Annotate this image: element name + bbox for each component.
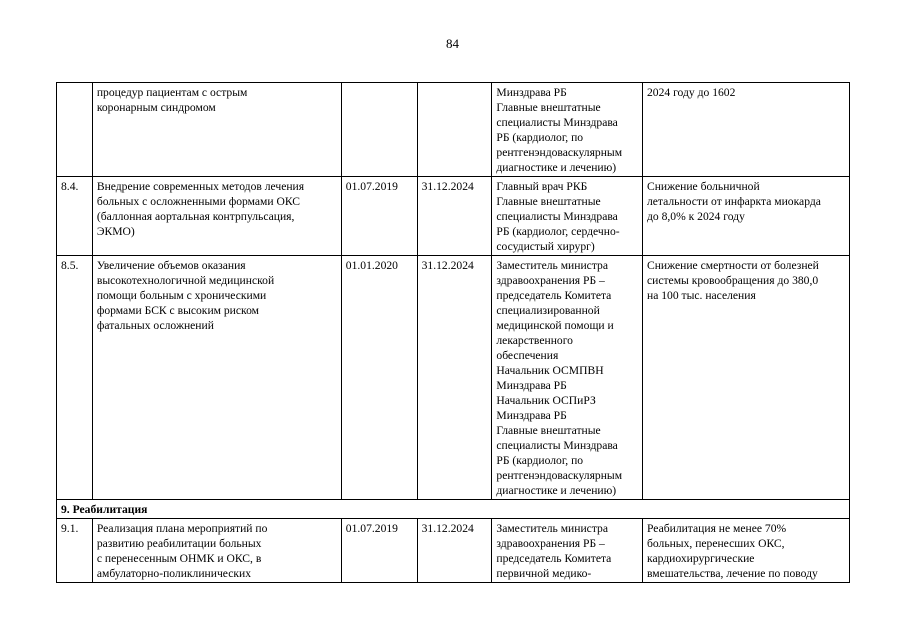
- table-row: [57, 177, 850, 256]
- expected-result: Снижение больничной летальности от инфаркта миокарда до 8,0% к 2024 году: [642, 177, 849, 256]
- section-header-row: [57, 500, 850, 519]
- row-number: 9.1.: [57, 519, 93, 583]
- end-date: 31.12.2024: [417, 177, 492, 256]
- responsible: Заместитель министра здравоохранения РБ – председатель Комитета первичной медико-: [492, 519, 643, 583]
- responsible: Минздрава РБ Главные внештатные специалисты Минздрава РБ (кардиолог, по рентгенэндоваскулярным диагностике и лечению): [492, 83, 643, 177]
- measure-title: процедур пациентам с острым коронарным синдромом: [92, 83, 341, 177]
- section-title: 9. Реабилитация: [57, 500, 850, 519]
- measure-title: Внедрение современных методов лечения больных с осложненными формами ОКС (баллонная аортальная контрпульсация, ЭКМО): [92, 177, 341, 256]
- start-date: 01.01.2020: [341, 256, 417, 500]
- start-date: [341, 83, 417, 177]
- responsible: Заместитель министра здравоохранения РБ – председатель Комитета специализированной медицинской помощи и лекарственного обеспечения Начальник ОСМПВН Минздрава РБ Начальник ОСПиРЗ Минздрава РБ Главные внештатные специалисты Минздрава РБ (кардиолог, по рентгенэндоваскулярным диагностике и лечению): [492, 256, 643, 500]
- row-number: 8.4.: [57, 177, 93, 256]
- expected-result: 2024 году до 1602: [642, 83, 849, 177]
- expected-result: Снижение смертности от болезней системы кровообращения до 380,0 на 100 тыс. населения: [642, 256, 849, 500]
- measures-table: [56, 82, 850, 583]
- row-number: [57, 83, 93, 177]
- end-date: 31.12.2024: [417, 256, 492, 500]
- table-row: [57, 519, 850, 583]
- table-row: [57, 83, 850, 177]
- end-date: 31.12.2024: [417, 519, 492, 583]
- start-date: 01.07.2019: [341, 519, 417, 583]
- page-number: 84: [446, 36, 459, 51]
- expected-result: Реабилитация не менее 70% больных, перенесших ОКС, кардиохирургические вмешательства, лечение по поводу: [642, 519, 849, 583]
- measure-title: Увеличение объемов оказания высокотехнологичной медицинской помощи больным с хроническими формами БСК с высоким риском фатальных осложнений: [92, 256, 341, 500]
- responsible: Главный врач РКБ Главные внештатные специалисты Минздрава РБ (кардиолог, сердечно- сосудистый хирург): [492, 177, 643, 256]
- row-number: 8.5.: [57, 256, 93, 500]
- table-row: [57, 256, 850, 500]
- end-date: [417, 83, 492, 177]
- start-date: 01.07.2019: [341, 177, 417, 256]
- measure-title: Реализация плана мероприятий по развитию реабилитации больных с перенесенным ОНМК и ОКС, в амбулаторно-поликлинических: [92, 519, 341, 583]
